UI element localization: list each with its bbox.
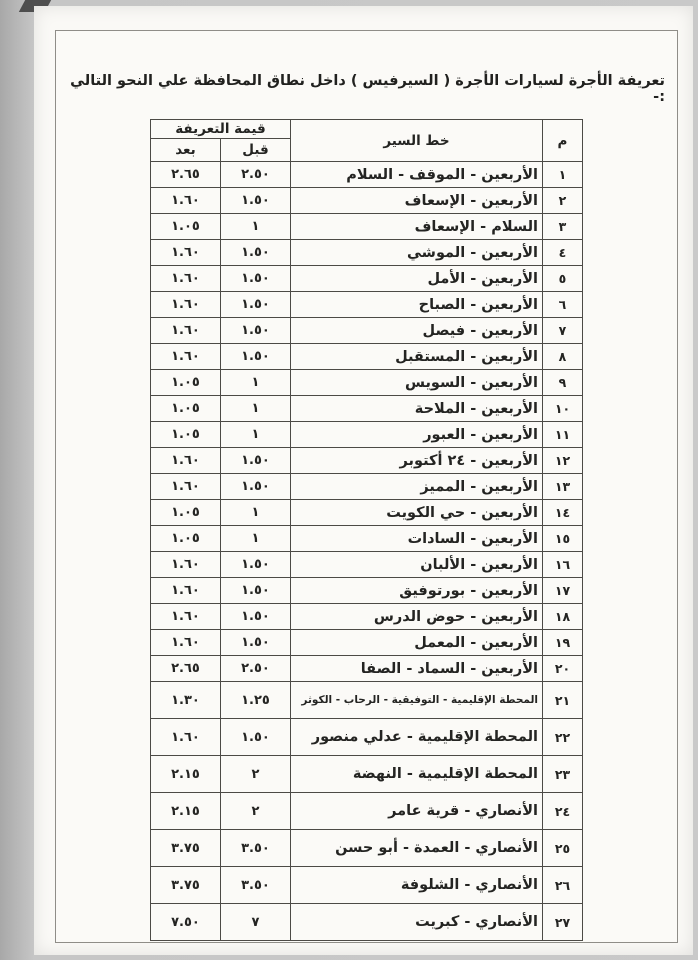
row-index: ٢٠	[543, 656, 583, 682]
route-cell: الأنصاري - الشلوفة	[291, 867, 543, 904]
fare-before: ١	[221, 422, 291, 448]
row-index: ٩	[543, 370, 583, 396]
header-tariff-group: قيمة التعريفة	[151, 120, 291, 139]
fare-before: ٢	[221, 756, 291, 793]
route-cell: الأربعين - الألبان	[291, 552, 543, 578]
route-cell: الأربعين - العبور	[291, 422, 543, 448]
fare-before: ١.٥٠	[221, 292, 291, 318]
route-cell: الأربعين - حوض الدرس	[291, 604, 543, 630]
route-cell: الأنصاري - قرية عامر	[291, 793, 543, 830]
table-row	[151, 604, 583, 630]
fare-before: ٧	[221, 904, 291, 941]
fare-after: ١.٦٠	[151, 344, 221, 370]
row-index: ٤	[543, 240, 583, 266]
table-row	[151, 214, 583, 240]
table-row	[151, 793, 583, 830]
route-cell: الأربعين - الصباح	[291, 292, 543, 318]
row-index: ٢٢	[543, 719, 583, 756]
table-row	[151, 719, 583, 756]
route-cell: الأربعين - المميز	[291, 474, 543, 500]
fare-after: ٣.٧٥	[151, 867, 221, 904]
row-index: ٢٤	[543, 793, 583, 830]
header-row-top	[151, 120, 583, 139]
fare-before: ١.٥٠	[221, 188, 291, 214]
route-cell: الأربعين - السادات	[291, 526, 543, 552]
fare-after: ١.٠٥	[151, 526, 221, 552]
fare-before: ١	[221, 396, 291, 422]
fare-after: ٢.٦٥	[151, 162, 221, 188]
route-cell: الأربعين - حي الكويت	[291, 500, 543, 526]
route-cell: المحطة الإقليمية - التوفيقية - الرحاب - الكوثر	[291, 682, 543, 719]
table-row	[151, 474, 583, 500]
row-index: ٢	[543, 188, 583, 214]
fare-table-body	[151, 162, 583, 941]
row-index: ١٣	[543, 474, 583, 500]
route-cell: الأربعين - ٢٤ أكتوبر	[291, 448, 543, 474]
route-cell: الأربعين - فيصل	[291, 318, 543, 344]
table-row	[151, 867, 583, 904]
header-index: م	[543, 120, 583, 162]
fare-after: ٢.١٥	[151, 793, 221, 830]
row-index: ٢٧	[543, 904, 583, 941]
row-index: ١٥	[543, 526, 583, 552]
route-cell: الأربعين - المعمل	[291, 630, 543, 656]
table-row	[151, 682, 583, 719]
row-index: ٢٦	[543, 867, 583, 904]
table-row	[151, 830, 583, 867]
fare-after: ١.٠٥	[151, 500, 221, 526]
fare-before: ١	[221, 214, 291, 240]
fare-before: ١.٥٠	[221, 474, 291, 500]
fare-before: ٢.٥٠	[221, 162, 291, 188]
fare-before: ٢.٥٠	[221, 656, 291, 682]
route-cell: الأربعين - الإسعاف	[291, 188, 543, 214]
row-index: ٥	[543, 266, 583, 292]
fare-after: ٢.٦٥	[151, 656, 221, 682]
row-index: ١٨	[543, 604, 583, 630]
fare-before: ١.٥٠	[221, 719, 291, 756]
fare-after: ١.٦٠	[151, 448, 221, 474]
table-row	[151, 266, 583, 292]
table-row	[151, 630, 583, 656]
row-index: ٧	[543, 318, 583, 344]
fare-after: ١.٦٠	[151, 188, 221, 214]
fare-after: ١.٦٠	[151, 552, 221, 578]
fare-after: ٢.١٥	[151, 756, 221, 793]
route-cell: المحطة الإقليمية - النهضة	[291, 756, 543, 793]
header-after: بعد	[151, 139, 221, 162]
fare-after: ١.٦٠	[151, 318, 221, 344]
table-row	[151, 756, 583, 793]
row-index: ١	[543, 162, 583, 188]
route-cell: الأنصاري - العمدة - أبو حسن	[291, 830, 543, 867]
fare-before: ١.٥٠	[221, 552, 291, 578]
route-cell: السلام - الإسعاف	[291, 214, 543, 240]
table-row	[151, 526, 583, 552]
table-row	[151, 240, 583, 266]
route-cell: الأنصاري - كبريت	[291, 904, 543, 941]
row-index: ١٤	[543, 500, 583, 526]
header-before: قبل	[221, 139, 291, 162]
fare-before: ١	[221, 500, 291, 526]
fare-before: ٣.٥٠	[221, 867, 291, 904]
row-index: ١٢	[543, 448, 583, 474]
fare-before: ١.٥٠	[221, 630, 291, 656]
table-row	[151, 422, 583, 448]
route-cell: الأربعين - الأمل	[291, 266, 543, 292]
row-index: ٢١	[543, 682, 583, 719]
fare-table	[150, 119, 583, 941]
document-title: تعريفة الأجرة لسيارات الأجرة ( السيرفيس ) داخل نطاق المحافظة علي النحو التالي :-	[70, 73, 665, 105]
fare-before: ١	[221, 370, 291, 396]
table-row	[151, 448, 583, 474]
fare-before: ١.٢٥	[221, 682, 291, 719]
table-row	[151, 188, 583, 214]
route-cell: الأربعين - المستقبل	[291, 344, 543, 370]
route-cell: الأربعين - الموقف - السلام	[291, 162, 543, 188]
row-index: ١٧	[543, 578, 583, 604]
fare-before: ١.٥٠	[221, 448, 291, 474]
fare-before: ٣.٥٠	[221, 830, 291, 867]
table-row	[151, 656, 583, 682]
table-row	[151, 904, 583, 941]
row-index: ٨	[543, 344, 583, 370]
table-row	[151, 552, 583, 578]
row-index: ٢٣	[543, 756, 583, 793]
fare-before: ١	[221, 526, 291, 552]
row-index: ١١	[543, 422, 583, 448]
header-route: خط السير	[291, 120, 543, 162]
fare-before: ١.٥٠	[221, 266, 291, 292]
row-index: ١٦	[543, 552, 583, 578]
page-border-frame	[55, 30, 678, 943]
fare-after: ١.٦٠	[151, 604, 221, 630]
route-cell: الأربعين - الملاحة	[291, 396, 543, 422]
fare-before: ١.٥٠	[221, 578, 291, 604]
fare-before: ١.٥٠	[221, 604, 291, 630]
table-row	[151, 318, 583, 344]
table-row	[151, 344, 583, 370]
row-index: ٣	[543, 214, 583, 240]
fare-after: ١.٦٠	[151, 630, 221, 656]
row-index: ٦	[543, 292, 583, 318]
table-row	[151, 578, 583, 604]
fare-before: ١.٥٠	[221, 240, 291, 266]
table-row	[151, 500, 583, 526]
row-index: ١٠	[543, 396, 583, 422]
fare-after: ٧.٥٠	[151, 904, 221, 941]
table-row	[151, 370, 583, 396]
table-row	[151, 396, 583, 422]
route-cell: الأربعين - بورتوفيق	[291, 578, 543, 604]
fare-after: ١.٠٥	[151, 396, 221, 422]
fare-after: ١.٠٥	[151, 422, 221, 448]
fare-before: ١.٥٠	[221, 344, 291, 370]
fare-after: ١.٦٠	[151, 578, 221, 604]
fare-after: ١.٦٠	[151, 474, 221, 500]
route-cell: المحطة الإقليمية - عدلي منصور	[291, 719, 543, 756]
table-row	[151, 162, 583, 188]
row-index: ٢٥	[543, 830, 583, 867]
fare-after: ١.٣٠	[151, 682, 221, 719]
route-cell: الأربعين - الموشي	[291, 240, 543, 266]
fare-before: ١.٥٠	[221, 318, 291, 344]
fare-after: ١.٦٠	[151, 292, 221, 318]
fare-table-header	[151, 120, 583, 162]
fare-after: ١.٠٥	[151, 370, 221, 396]
fare-after: ١.٠٥	[151, 214, 221, 240]
fare-after: ١.٦٠	[151, 719, 221, 756]
fare-after: ٣.٧٥	[151, 830, 221, 867]
row-index: ١٩	[543, 630, 583, 656]
fare-after: ١.٦٠	[151, 240, 221, 266]
route-cell: الأربعين - السويس	[291, 370, 543, 396]
document-page	[34, 6, 693, 955]
table-row	[151, 292, 583, 318]
fare-after: ١.٦٠	[151, 266, 221, 292]
route-cell: الأربعين - السماد - الصفا	[291, 656, 543, 682]
fare-before: ٢	[221, 793, 291, 830]
